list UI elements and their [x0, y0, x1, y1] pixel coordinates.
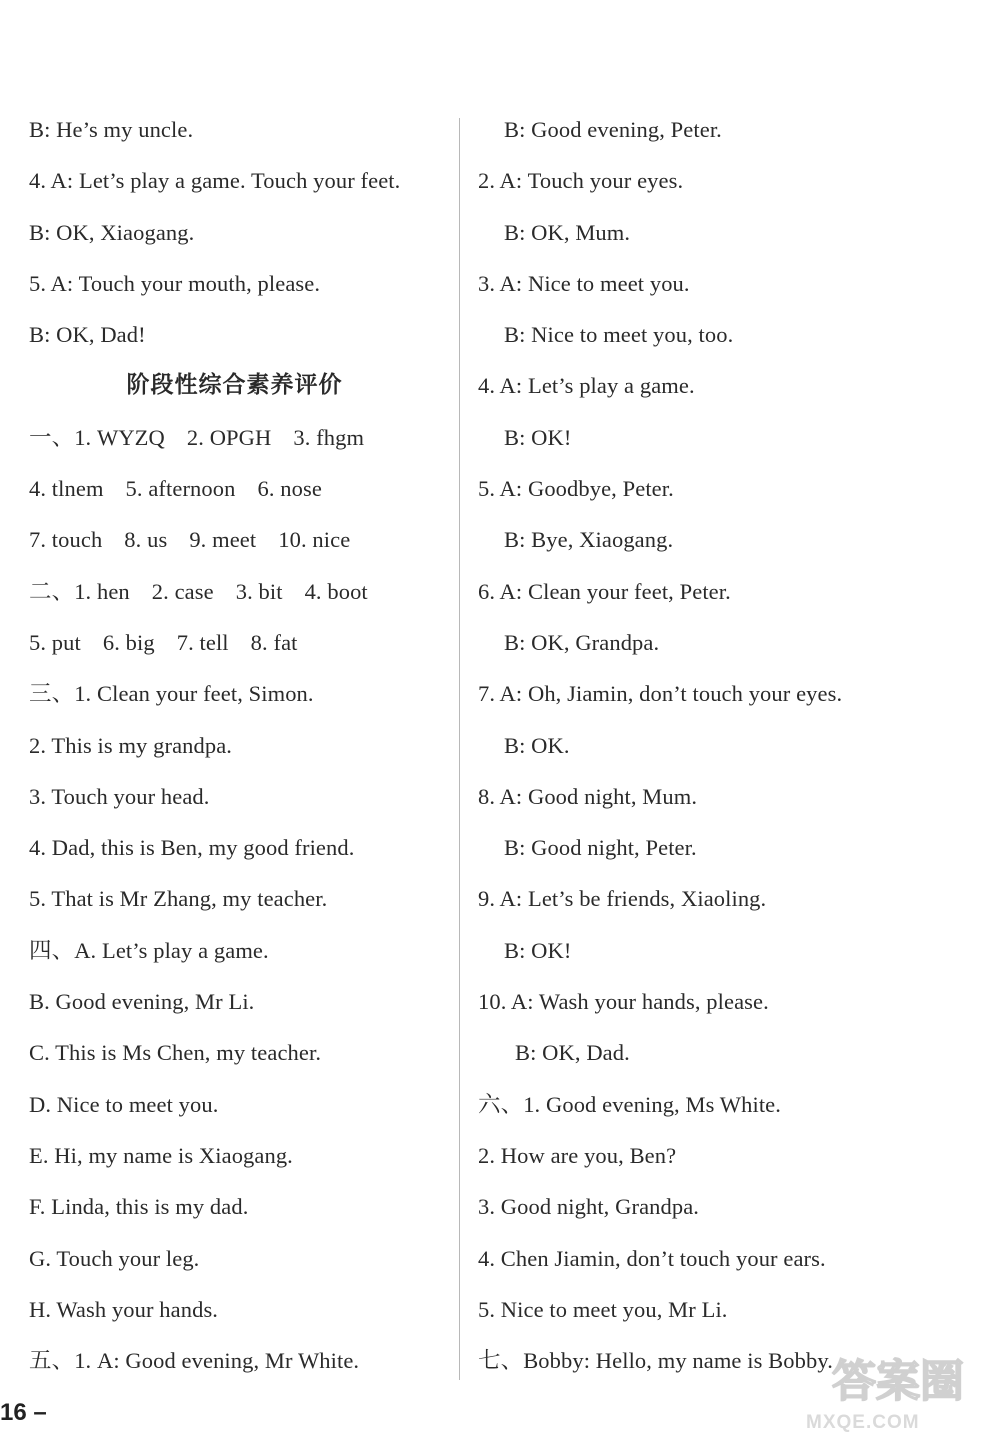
answer-column-right	[478, 104, 978, 1386]
answer-item: 6. big	[102, 629, 155, 655]
answer-item: 3. fhgm	[293, 424, 365, 450]
answer-line: 5. A: Goodbye, Peter.	[478, 476, 674, 502]
answer-line: 4. A: Let’s play a game.	[478, 373, 695, 399]
answer-line	[29, 463, 454, 514]
answer-line: G. Touch your leg.	[29, 1245, 200, 1271]
answer-item: 6. nose	[257, 476, 322, 502]
answer-item: 4. boot	[304, 578, 368, 604]
watermark-logo	[818, 1350, 978, 1408]
watermark	[800, 1350, 990, 1440]
answer-line: 9. A: Let’s be friends, Xiaoling.	[478, 886, 767, 912]
answer-line: B: Good night, Peter.	[504, 835, 697, 861]
answer-line: B: OK, Xiaogang.	[29, 219, 195, 245]
answer-line: 3. Good night, Grandpa.	[478, 1194, 700, 1220]
answer-line: 七、Bobby: Hello, my name is Bobby.	[478, 1348, 833, 1374]
answer-line: B: He’s my uncle.	[29, 117, 194, 142]
answer-line: 三、1. Clean your feet, Simon.	[29, 681, 314, 707]
answer-line: 4. Dad, this is Ben, my good friend.	[29, 835, 355, 861]
column-divider	[459, 118, 460, 1380]
answer-line: 8. A: Good night, Mum.	[478, 783, 698, 809]
answer-line: B: Good evening, Peter.	[504, 117, 722, 142]
answer-line: 四、A. Let’s play a game.	[29, 937, 269, 963]
answer-line: B: Nice to meet you, too.	[504, 322, 734, 348]
answer-line: B: OK.	[504, 732, 570, 758]
answer-line: 3. A: Nice to meet you.	[478, 270, 690, 296]
answer-item: 9. meet	[189, 527, 257, 553]
answer-line: 2. How are you, Ben?	[478, 1142, 677, 1168]
answer-line: B: OK!	[504, 424, 572, 450]
answer-item: 7. tell	[176, 629, 229, 655]
answer-line: E. Hi, my name is Xiaogang.	[29, 1142, 293, 1168]
answer-item: 7. touch	[29, 527, 103, 553]
answer-item: 3. bit	[235, 578, 283, 604]
answer-item: 二、1. hen	[29, 578, 130, 604]
answer-line: F. Linda, this is my dad.	[29, 1194, 249, 1220]
answer-line: H. Wash your hands.	[29, 1296, 219, 1322]
answer-line: B: Bye, Xiaogang.	[504, 527, 674, 553]
watermark-url: MXQE.COM	[806, 1412, 920, 1433]
answer-item: 8. fat	[250, 629, 298, 655]
answer-line	[29, 514, 454, 565]
answer-line: 4. Chen Jiamin, don’t touch your ears.	[478, 1245, 826, 1271]
answer-line: 2. A: Touch your eyes.	[478, 168, 684, 194]
answer-line: D. Nice to meet you.	[29, 1091, 219, 1117]
answer-item: 5. put	[29, 629, 81, 655]
answer-line: B: OK, Dad.	[515, 1040, 630, 1066]
answer-line: B. Good evening, Mr Li.	[29, 989, 255, 1015]
answer-item: 2. OPGH	[186, 424, 272, 450]
answer-line: 4. A: Let’s play a game. Touch your feet.	[29, 168, 401, 194]
answer-column-left	[29, 104, 454, 1386]
answer-line: 6. A: Clean your feet, Peter.	[478, 578, 731, 604]
answer-line: 六、1. Good evening, Ms White.	[478, 1091, 781, 1117]
answer-line: 5. A: Touch your mouth, please.	[29, 270, 321, 296]
answer-line	[29, 617, 454, 668]
watermark-mark-text: 答案圈	[832, 1356, 964, 1407]
answer-line: 2. This is my grandpa.	[29, 732, 233, 758]
answer-line: 5. That is Mr Zhang, my teacher.	[29, 886, 328, 912]
answer-item: 10. nice	[278, 527, 351, 553]
answer-item: 8. us	[124, 527, 168, 553]
answer-line: 7. A: Oh, Jiamin, don’t touch your eyes.	[478, 681, 843, 707]
answer-line: B: OK, Mum.	[504, 219, 631, 245]
answer-line: 五、1. A: Good evening, Mr White.	[29, 1348, 360, 1374]
answer-item: 2. case	[151, 578, 214, 604]
answer-line: 10. A: Wash your hands, please.	[478, 989, 769, 1015]
answer-line	[29, 566, 454, 617]
answer-item: 一、1. WYZQ	[29, 424, 165, 450]
answer-line: B: OK!	[504, 937, 572, 963]
answer-item: 5. afternoon	[125, 476, 236, 502]
answer-line: C. This is Ms Chen, my teacher.	[29, 1040, 322, 1066]
section-heading: 阶段性综合素养评价	[126, 372, 343, 399]
answer-line: 5. Nice to meet you, Mr Li.	[478, 1296, 728, 1322]
answer-line: B: OK, Grandpa.	[504, 629, 660, 655]
answer-item: 4. tlnem	[29, 476, 104, 502]
answer-line: 3. Touch your head.	[29, 783, 210, 809]
answer-line: B: OK, Dad!	[29, 322, 146, 348]
page-number: 16 –	[0, 1399, 47, 1426]
answer-line	[29, 412, 454, 463]
